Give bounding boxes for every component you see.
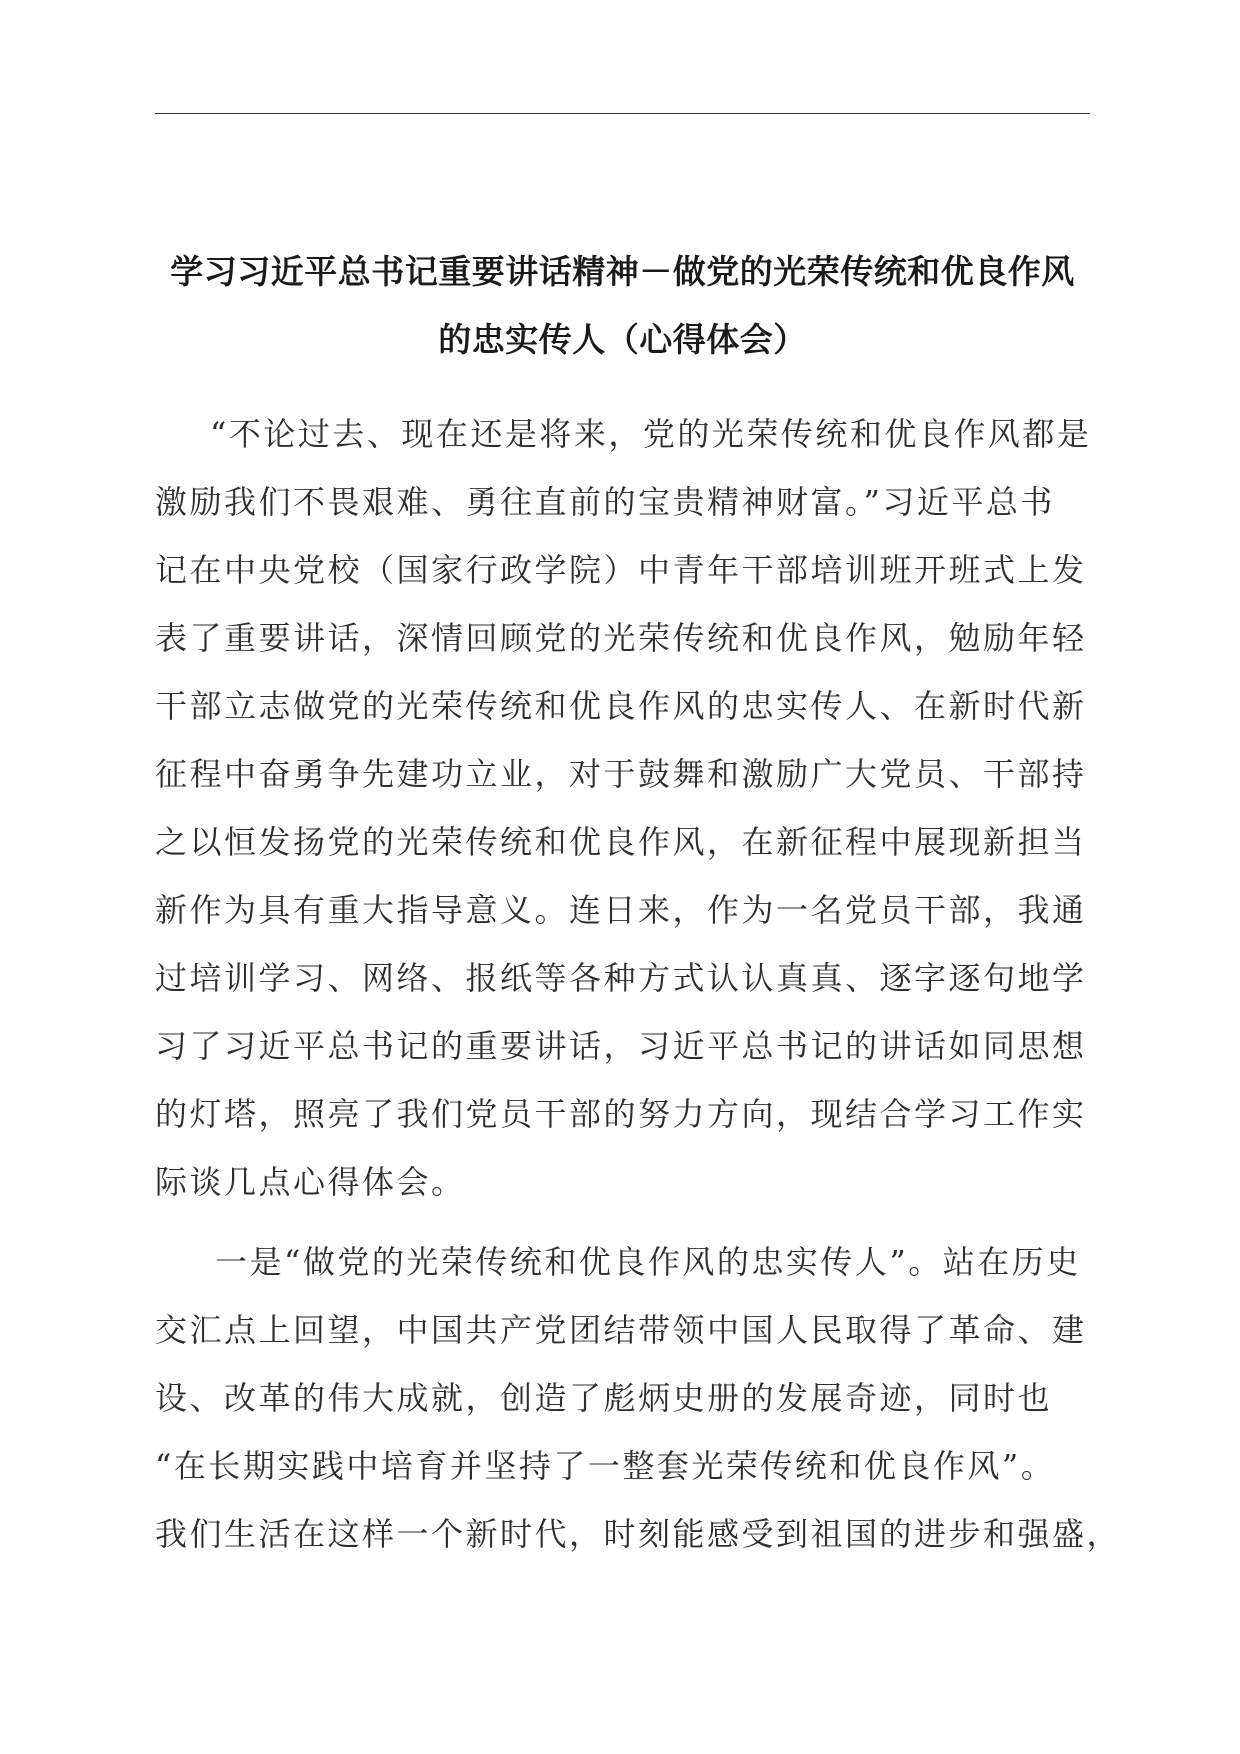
paragraph-line: 设、改革的伟大成就，创造了彪炳史册的发展奇迹，同时也: [155, 1379, 1053, 1417]
paragraph-line: 我们生活在这样一个新时代，时刻能感受到祖国的进步和强盛，: [155, 1515, 1122, 1553]
header-rule: [155, 113, 1090, 114]
paragraph-line: 交汇点上回望，中国共产党团结带领中国人民取得了革命、建: [155, 1311, 1087, 1349]
paragraph-line: 干部立志做党的光荣传统和优良作风的忠实传人、在新时代新: [155, 687, 1087, 725]
title-line-2: 的忠实传人（心得体会）: [438, 320, 807, 359]
paragraph-line: 之以恒发扬党的光荣传统和优良作风，在新征程中展现新担当: [155, 823, 1087, 861]
paragraph-line: 习了习近平总书记的重要讲话，习近平总书记的讲话如同思想: [155, 1027, 1087, 1065]
paragraph-line: “在长期实践中培育并坚持了一整套光荣传统和优良作风”。: [155, 1447, 1056, 1485]
paragraph-line: 新作为具有重大指导意义。连日来，作为一名党员干部，我通: [155, 891, 1087, 929]
paragraph-line: “不论过去、现在还是将来，党的光荣传统和优良作风都是: [210, 415, 1092, 453]
paragraph-point-one: [155, 1228, 1122, 1568]
paragraph-line: 征程中奋勇争先建功立业，对于鼓舞和激励广大党员、干部持: [155, 755, 1087, 793]
paragraph-line: 的灯塔，照亮了我们党员干部的努力方向，现结合学习工作实: [155, 1095, 1087, 1133]
paragraph-intro: [155, 400, 1092, 1216]
paragraph-line: 激励我们不畏艰难、勇往直前的宝贵精神财富。”习近平总书: [155, 483, 1055, 521]
paragraph-line: 际谈几点心得体会。: [155, 1163, 466, 1201]
paragraph-line: 表了重要讲话，深情回顾党的光荣传统和优良作风，勉励年轻: [155, 619, 1087, 657]
document-title: [150, 238, 1095, 374]
title-line-1: 学习习近平总书记重要讲话精神－做党的光荣传统和优良作风: [170, 252, 1075, 291]
paragraph-line: 记在中央党校（国家行政学院）中青年干部培训班开班式上发: [155, 551, 1087, 589]
paragraph-line: 一是“做党的光荣传统和优良作风的忠实传人”。站在历史: [215, 1243, 1081, 1281]
paragraph-line: 过培训学习、网络、报纸等各种方式认认真真、逐字逐句地学: [155, 959, 1087, 997]
